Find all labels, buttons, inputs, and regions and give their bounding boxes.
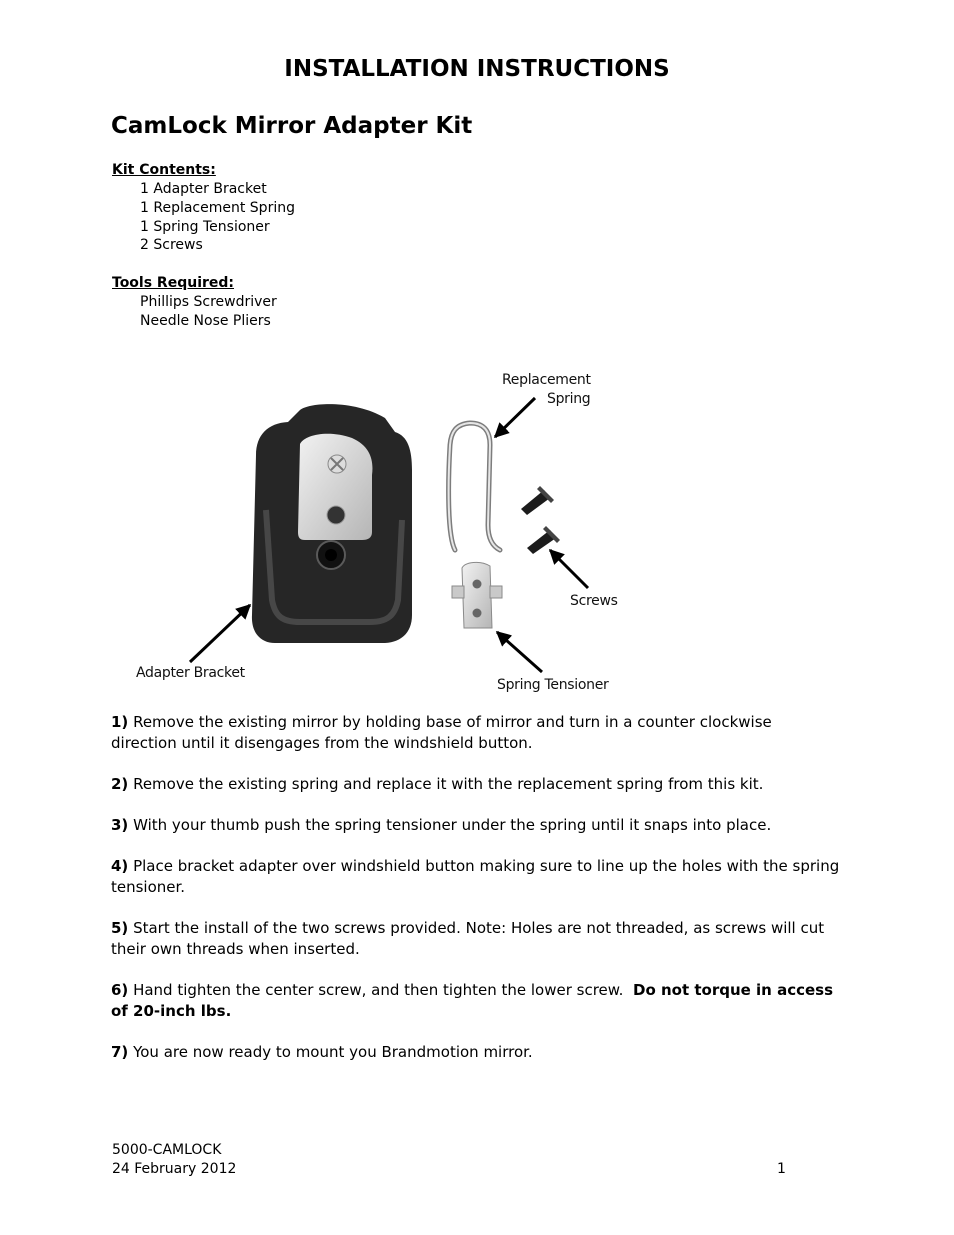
step-number: 6) xyxy=(111,981,129,999)
step-number: 3) xyxy=(111,816,129,834)
screws-label: Screws xyxy=(570,593,618,609)
list-item: 1 Replacement Spring xyxy=(140,199,295,216)
step-5 xyxy=(111,918,841,960)
screws-arrow xyxy=(550,550,588,588)
step-6 xyxy=(111,980,841,1022)
kit-parts-figure xyxy=(0,360,954,700)
page-title: INSTALLATION INSTRUCTIONS xyxy=(284,56,670,82)
list-item: 1 Adapter Bracket xyxy=(140,181,267,197)
list-item: Needle Nose Pliers xyxy=(140,312,271,329)
step-3 xyxy=(111,815,841,836)
list-item: 2 Screws xyxy=(140,237,203,254)
step-number: 5) xyxy=(111,919,129,937)
step-4 xyxy=(111,856,841,898)
torque-warning: Do not torque in access of 20-inch lbs. xyxy=(111,981,834,1020)
step-text: Remove the existing mirror by holding base of mirror and turn in a counter clockwise direction until it disengages from the windshield button. xyxy=(111,713,772,752)
tools-required-list xyxy=(140,293,277,331)
spring-tensioner-label: Spring Tensioner xyxy=(497,677,609,693)
document-code: 5000-CAMLOCK xyxy=(112,1142,222,1158)
step-number: 7) xyxy=(111,1043,129,1061)
step-7 xyxy=(111,1042,841,1063)
step-2 xyxy=(111,774,841,795)
replacement-spring-label: Replacement xyxy=(502,372,591,388)
list-item: Phillips Screwdriver xyxy=(140,294,277,310)
step-number: 2) xyxy=(111,775,129,793)
step-number: 4) xyxy=(111,857,129,875)
adapter-bracket-arrow xyxy=(190,605,250,662)
step-text: Hand tighten the center screw, and then tighten the lower screw. xyxy=(133,981,624,999)
tools-required-heading: Tools Required: xyxy=(112,275,235,291)
kit-title: CamLock Mirror Adapter Kit xyxy=(111,113,473,139)
step-text: You are now ready to mount you Brandmotion mirror. xyxy=(133,1043,533,1061)
kit-contents-list xyxy=(140,180,295,255)
adapter-bracket-image xyxy=(252,404,412,643)
kit-parts-illustration xyxy=(0,360,954,700)
step-number: 1) xyxy=(111,713,129,731)
step-text: Start the install of the two screws provided. Note: Holes are not threaded, as screws will cut their own threads when inserted. xyxy=(111,919,825,958)
step-1 xyxy=(111,712,841,754)
spring-tensioner-image xyxy=(452,562,502,628)
list-item: 1 Spring Tensioner xyxy=(140,218,270,235)
screws-image xyxy=(521,486,560,554)
replacement-spring-image xyxy=(449,423,500,550)
document-date: 24 February 2012 xyxy=(112,1161,237,1177)
step-text: Remove the existing spring and replace it with the replacement spring from this kit. xyxy=(133,775,764,793)
page-number: 1 xyxy=(777,1161,786,1177)
replacement-spring-label-line2: Spring xyxy=(547,391,591,407)
adapter-bracket-label: Adapter Bracket xyxy=(136,665,245,681)
step-text: Place bracket adapter over windshield button making sure to line up the holes with the spring tensioner. xyxy=(111,857,840,896)
spring-tensioner-arrow xyxy=(497,632,542,672)
kit-contents-heading: Kit Contents: xyxy=(112,162,216,178)
step-text: With your thumb push the spring tensioner under the spring until it snaps into place. xyxy=(133,816,772,834)
installation-steps xyxy=(111,712,841,1083)
replacement-spring-arrow xyxy=(495,398,535,437)
